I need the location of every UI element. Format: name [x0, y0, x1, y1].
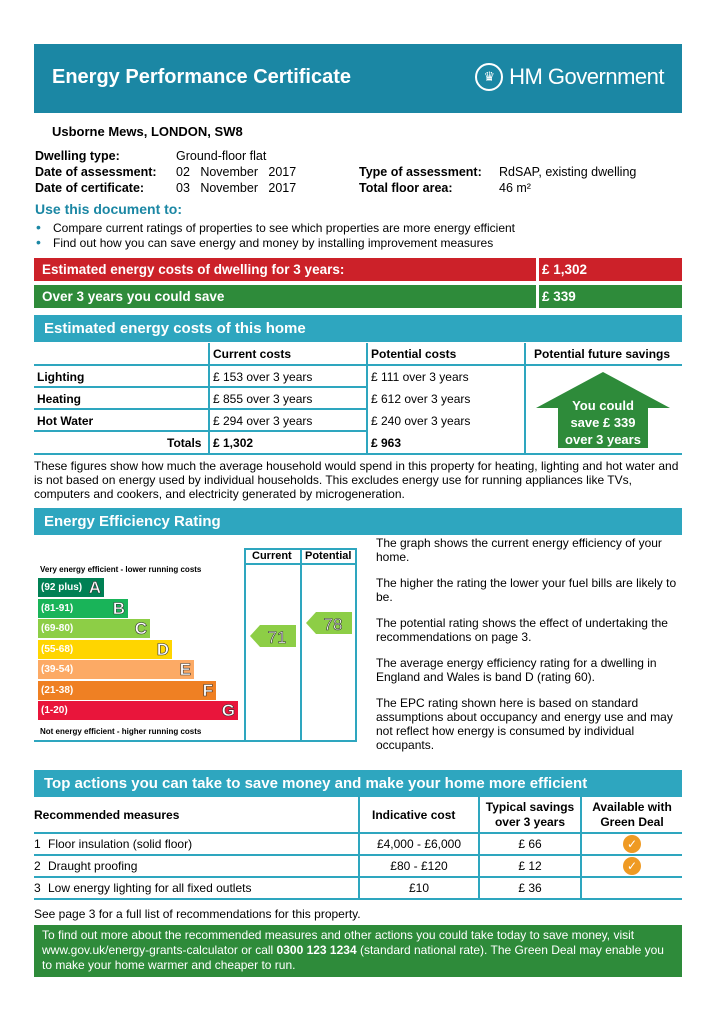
list-item: • Find out how you can save energy and money by installing improvement measures: [36, 236, 515, 251]
action-cost: £80 - £120: [390, 859, 448, 873]
rating-band-e: [38, 660, 194, 679]
band-letter: F: [202, 680, 213, 700]
floor-area-value: 46 m²: [499, 181, 531, 195]
action-num: 2: [34, 859, 41, 873]
action-num: 3: [34, 881, 41, 895]
band-letter: E: [179, 660, 191, 679]
measures-header: Recommended measures: [34, 808, 180, 822]
costs-description: These figures show how much the average household would spend in this property for heating, lighting and hot water and is not based on energy used by individual households. This excludes energy use for running appliances like TVs, computers and cookers, and electricity generated by microgeneration.: [34, 459, 679, 501]
floor-area-label: Total floor area:: [359, 181, 453, 195]
rating-section-header: [34, 508, 682, 535]
savings-header-line2: over 3 years: [494, 815, 566, 829]
property-address: Usborne Mews, LONDON, SW8: [52, 124, 243, 139]
savings-arrow-line2: save £ 339: [570, 415, 636, 430]
assessment-type-value: RdSAP, existing dwelling: [499, 165, 637, 179]
royal-crest-icon: ♛: [475, 63, 503, 91]
section-title: Energy Efficiency Rating: [44, 513, 221, 530]
rating-top-label: Very energy efficient - lower running costs: [40, 565, 202, 574]
green-deal-check-icon: ✓: [623, 857, 641, 875]
band-letter: G: [221, 701, 235, 720]
savings-header-line1: Typical savings: [485, 800, 575, 814]
savings-arrow: [536, 372, 670, 448]
section-title: Estimated energy costs of this home: [44, 320, 306, 337]
certificate-title: Energy Performance Certificate: [52, 66, 352, 88]
hm-government-logo: [475, 63, 664, 91]
assessment-date-value: 02 November 2017: [176, 165, 297, 179]
estimated-costs-value: £ 1,302: [542, 262, 588, 277]
green-deal-header-line1: Available with: [592, 800, 672, 814]
green-deal-check-icon: ✓: [623, 835, 641, 853]
cost-row-current: £ 153 over 3 years: [213, 370, 313, 384]
current-column-header: Current: [252, 550, 292, 562]
action-cost: £4,000 - £6,000: [376, 837, 462, 851]
see-page-note: See page 3 for a full list of recommendations for this property.: [34, 907, 361, 921]
savings-label: Over 3 years you could save: [42, 289, 225, 304]
cost-row-name: Lighting: [37, 370, 85, 384]
band-range: (92 plus): [41, 582, 83, 593]
band-letter: D: [156, 639, 169, 659]
band-letter: B: [112, 598, 125, 618]
list-item: • Compare current ratings of properties to see which properties are more energy efficient: [36, 221, 515, 236]
band-range: (1-20): [41, 705, 68, 716]
current-rating-arrow: [250, 625, 296, 647]
costs-section-header: [34, 315, 682, 342]
potential-rating-value: 78: [323, 615, 343, 634]
band-range: (69-80): [41, 623, 74, 634]
action-num: 1: [34, 837, 41, 851]
totals-potential: £ 963: [371, 436, 402, 450]
cost-header: Indicative cost: [372, 808, 456, 822]
use-document-list: [36, 221, 515, 251]
certificate-date-label: Date of certificate:: [35, 181, 145, 195]
action-saving: £ 12: [518, 859, 542, 873]
cost-row-name: Hot Water: [37, 414, 94, 428]
use-document-title: Use this document to:: [35, 201, 183, 217]
band-range: (55-68): [41, 643, 74, 655]
rating-bottom-label: Not energy efficient - higher running costs: [40, 727, 202, 736]
rating-band-a: [38, 578, 104, 597]
cost-row-potential: £ 612 over 3 years: [371, 392, 471, 406]
action-name: Low energy lighting for all fixed outlets: [48, 881, 252, 895]
section-title: Top actions you can take to save money and make your home more efficient: [44, 775, 588, 792]
band-range: (39-54): [41, 664, 74, 675]
estimated-costs-bar: [34, 258, 682, 281]
action-name: Floor insulation (solid floor): [48, 837, 193, 851]
rating-band-g: [38, 701, 238, 720]
action-name: Draught proofing: [48, 859, 138, 873]
assessment-type-label: Type of assessment:: [359, 165, 482, 179]
rating-text-paragraph: The average energy efficiency rating for a dwelling in England and Wales is band D (rating 60).: [376, 656, 657, 684]
rating-explanation: [376, 536, 682, 764]
band-letter: A: [88, 578, 101, 597]
dwelling-type-value: Ground-floor flat: [176, 149, 267, 163]
estimated-costs-label: Estimated energy costs of dwelling for 3 years:: [42, 262, 345, 277]
totals-current: £ 1,302: [213, 436, 254, 450]
cost-row-potential: £ 240 over 3 years: [371, 414, 471, 428]
rating-band-b: [38, 599, 128, 618]
cost-row-current: £ 294 over 3 years: [213, 414, 313, 428]
dwelling-type-label: Dwelling type:: [35, 149, 120, 163]
hm-government-label: HM Government: [509, 64, 664, 89]
rating-text-paragraph: The graph shows the current energy efficiency of your home.: [376, 536, 662, 564]
green-deal-header-line2: Green Deal: [600, 815, 664, 829]
footer-text-b: (standard national rate). The Green Deal may enable you to make your home warmer and cheaper to run.: [42, 943, 664, 972]
cost-row-current: £ 855 over 3 years: [213, 392, 313, 406]
potential-rating-arrow: [306, 612, 352, 634]
rating-band-f: [38, 681, 216, 700]
rating-text-paragraph: The higher the rating the lower your fuel bills are likely to be.: [376, 576, 677, 604]
current-rating-value: 71: [267, 628, 287, 647]
actions-table: [34, 796, 682, 900]
potential-column-header: Potential: [305, 550, 352, 562]
band-range: (81-91): [41, 602, 74, 614]
certificate-header: [34, 44, 682, 113]
action-cost: £10: [408, 881, 430, 895]
future-savings-header: Potential future savings: [534, 347, 671, 361]
band-range: (21-38): [41, 684, 74, 696]
rating-text-paragraph: The EPC rating shown here is based on standard assumptions about occupancy and energy use and may not reflect how energy is consumed by individual occupants.: [376, 696, 673, 752]
savings-value: £ 339: [542, 289, 576, 304]
band-letter: C: [134, 619, 147, 638]
potential-costs-header: Potential costs: [371, 347, 457, 361]
action-saving: £ 36: [518, 881, 542, 895]
certificate-date-value: 03 November 2017: [176, 181, 297, 195]
footer-info: [34, 925, 682, 977]
rating-text-paragraph: The potential rating shows the effect of undertaking the recommendations on page 3.: [376, 616, 668, 644]
cost-row-name: Heating: [37, 392, 82, 406]
savings-arrow-line3: over 3 years: [565, 432, 641, 447]
rating-band-d: [38, 640, 172, 659]
actions-section-header: [34, 770, 682, 797]
savings-bar: [34, 285, 682, 308]
action-saving: £ 66: [518, 837, 542, 851]
totals-label: Totals: [167, 436, 202, 450]
savings-arrow-line1: You could: [572, 398, 634, 413]
footer-text-a: To find out more about the recommended measures and other actions you could take today to save money, visit www.gov.uk/energy-grants-calculator or call: [42, 928, 635, 957]
cost-row-potential: £ 111 over 3 years: [371, 370, 469, 384]
footer-phone: 0300 123 1234: [276, 943, 357, 957]
current-costs-header: Current costs: [213, 347, 292, 361]
assessment-date-label: Date of assessment:: [35, 165, 157, 179]
rating-band-c: [38, 619, 150, 638]
